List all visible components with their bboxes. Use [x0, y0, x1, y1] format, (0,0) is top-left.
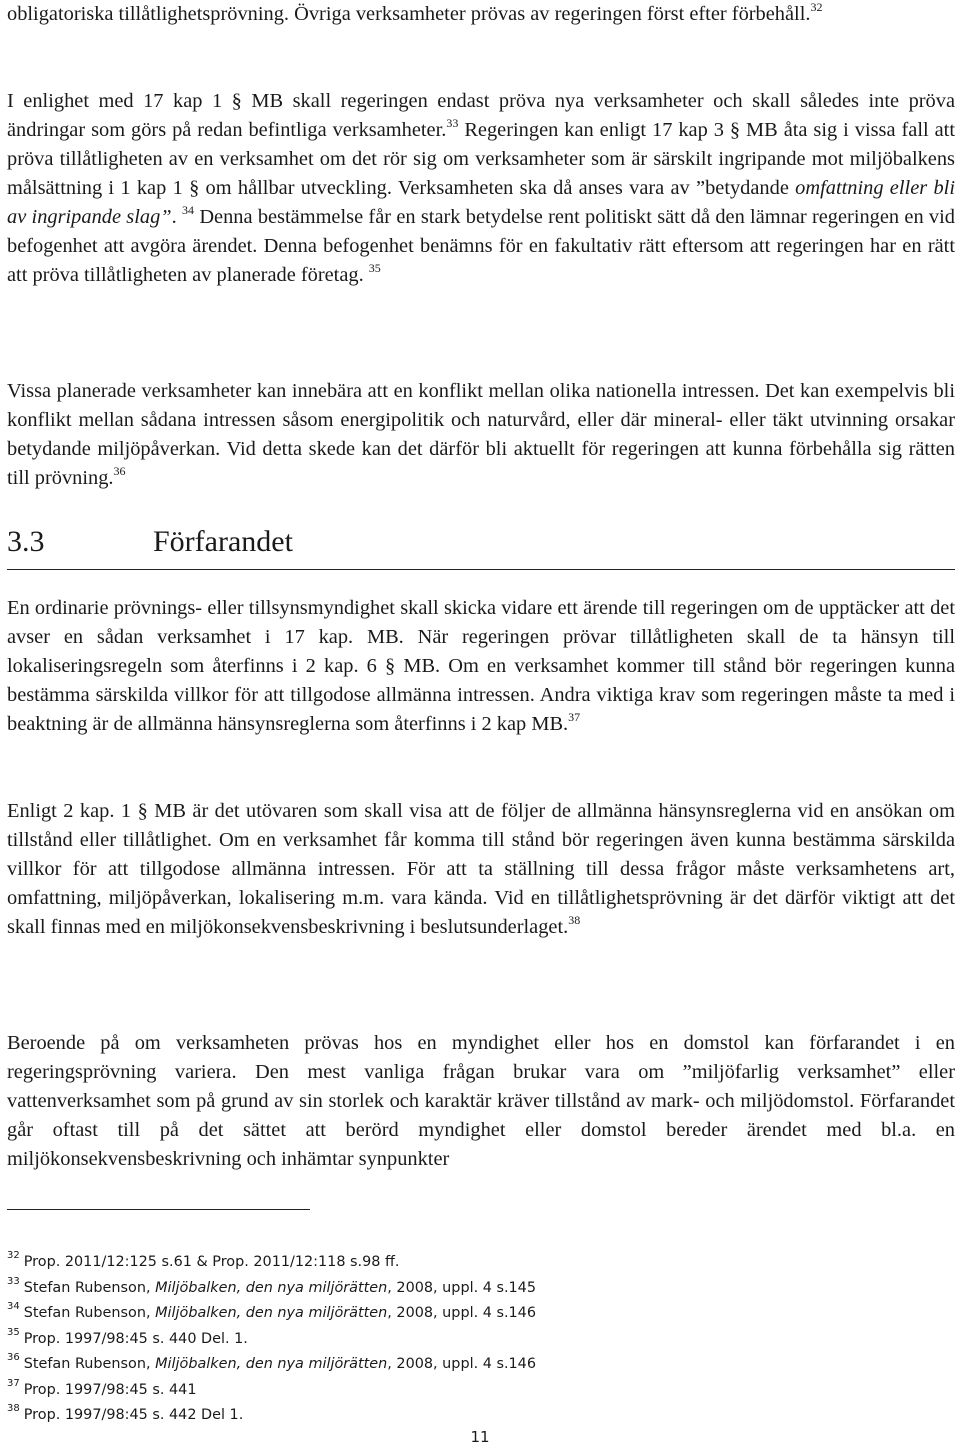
footnote-ref[interactable]: 34 [182, 203, 195, 218]
footnote-number: 37 [7, 1377, 20, 1389]
paragraph-operator-duty [7, 797, 955, 942]
section-number: 3.3 [7, 525, 45, 558]
section-title: Förfarandet [153, 525, 293, 558]
paragraph-national-interests [7, 377, 955, 493]
footnote-text: , 2008, uppl. 4 s.146 [387, 1305, 536, 1321]
paragraph-government-review [7, 87, 955, 290]
footnote-number: 35 [7, 1326, 20, 1338]
paragraph-text: Denna bestämmelse får en stark betydelse rent politiskt sätt då den lämnar regeringen en vid befogenhet att avgöra ärendet. Denna befogenhet benämns för en fakultativ rätt eftersom att regeringen har en rätt att pröva tillåtligheten av planerade företag. [7, 206, 955, 286]
footnote-ref[interactable]: 32 [810, 0, 823, 15]
footnote-separator [7, 1209, 310, 1210]
footnote-37 [7, 1378, 955, 1404]
footnote-text: , 2008, uppl. 4 s.146 [387, 1356, 536, 1372]
footnote-number: 34 [7, 1301, 20, 1313]
footnote-text: Prop. 1997/98:45 s. 442 Del 1. [23, 1407, 244, 1423]
footnote-text: , 2008, uppl. 4 s.145 [387, 1279, 536, 1296]
paragraph-text: Regeringen kan enligt 17 kap 3 § MB åta sig i vissa fall att pröva tillåtligheten av en verksamhet om det rör sig om verksamheter som är särskilt ingripande mot miljöbalkens målsättning i 1 kap 1 § om hållbar utveckling. Verksamheten ska då anses vara av ”betydande [7, 119, 955, 199]
footnote-text: Prop. 2011/12:125 s.61 & Prop. 2011/12:118 s.98 ff. [23, 1254, 400, 1270]
footnote-35 [7, 1327, 955, 1353]
paragraph-text: I enlighet med 17 kap 1 § MB skall regeringen endast pröva nya verksamheter och skall således inte pröva ändringar som görs på redan befintliga verksamheter. [7, 90, 955, 141]
footnote-number: 36 [7, 1352, 20, 1364]
paragraph-text: Enligt 2 kap. 1 § MB är det utövaren som skall visa att de följer de allmänna hänsynsreglerna vid en ansökan om tillstånd eller tillåtlighet. Om en verksamhet får komma till stånd bör regeringen även kunna bestämma särskilda villkor för att tillgodose allmänna intressen. För att ta ställning till dessa frågor måste verksamhetens art, omfattning, miljöpåverkan, lokalisering m.m. vara kända. Vid en tillåtlighetsprövning är det därför viktigt att det skall finnas med en miljökonsekvensbeskrivning i beslutsunderlaget. [7, 800, 955, 938]
footnotes [7, 1250, 955, 1429]
paragraph-authority-court [7, 1029, 955, 1174]
footnote-ref[interactable]: 35 [368, 261, 381, 276]
footnote-ref[interactable]: 33 [446, 116, 459, 131]
paragraph-text: Beroende på om verksamheten prövas hos en myndighet eller hos en domstol kan förfarandet i en regeringsprövning variera. Den mest vanliga frågan brukar vara om ”miljöfarlig verksamhet” eller vattenverksamhet som på grund av sin storlek och karaktär kräver tillstånd av mark- och miljödomstol. Förfarandet går oftast till på det sättet att berörd myndighet eller domstol bereder ärendet med bl.a. en miljökonsekvensbeskrivning och inhämtar synpunkter [7, 1032, 955, 1170]
italic-quote: omfattning eller bli av ingripande slag” [7, 177, 955, 228]
footnote-text: Prop. 1997/98:45 s. 440 Del. 1. [23, 1330, 248, 1347]
paragraph-text: En ordinarie prövnings- eller tillsynsmyndighet skall skicka vidare ett ärende till regeringen om de upptäcker att det avser en sådan verksamhet i 17 kap. MB. När regeringen prövar tillåtligheten skall de ta hänsyn till lokaliseringsregeln som återfinns i 2 kap. 6 § MB. Om en verksamhet kommer till stånd bör regeringen kunna bestämma särskilda villkor för att tillgodose allmänna intressen. Andra viktiga krav som regeringen måste ta med i beaktning är de allmänna hänsynsreglerna som återfinns i 2 kap MB. [7, 597, 955, 735]
footnote-ref[interactable]: 37 [568, 710, 581, 725]
footnote-34 [7, 1301, 955, 1327]
footnote-title: Miljöbalken, den nya miljörätten [155, 1305, 388, 1321]
footnote-number: 38 [7, 1403, 20, 1415]
page-number: 11 [470, 1428, 490, 1446]
footnote-text: Stefan Rubenson, [23, 1305, 156, 1321]
footnote-33 [7, 1276, 955, 1302]
footnote-title: Miljöbalken, den nya miljörätten [155, 1279, 388, 1296]
paragraph-intro [7, 0, 955, 29]
section-heading [7, 522, 293, 562]
footnote-number: 33 [7, 1275, 20, 1287]
footnote-title: Miljöbalken, den nya miljörätten [155, 1356, 388, 1372]
footnote-ref[interactable]: 38 [568, 913, 581, 928]
footnote-36 [7, 1352, 955, 1378]
footnote-32 [7, 1250, 955, 1276]
footnote-ref[interactable]: 36 [113, 464, 126, 479]
paragraph-text: Vissa planerade verksamheter kan innebära att en konflikt mellan olika nationella intressen. Det kan exempelvis bli konflikt mellan sådana intressen såsom energipolitik och naturvård, eller där mineral- eller täkt utvinning orsakar betydande miljöpåverkan. Vid detta skede kan det därför bli aktuellt för regeringen att kunna förbehålla sig rätten till prövning. [7, 380, 955, 489]
footnote-text: Prop. 1997/98:45 s. 441 [23, 1381, 197, 1398]
footnote-number: 32 [7, 1250, 20, 1262]
paragraph-procedure [7, 594, 955, 739]
heading-rule [7, 569, 955, 570]
footnote-text: Stefan Rubenson, [23, 1279, 156, 1296]
paragraph-text: obligatoriska tillåtlighetsprövning. Övriga verksamheter prövas av regeringen först efter förbehåll. [7, 3, 811, 25]
footnote-text: Stefan Rubenson, [23, 1356, 156, 1372]
footnote-38 [7, 1403, 955, 1429]
paragraph-text: . [171, 206, 183, 228]
